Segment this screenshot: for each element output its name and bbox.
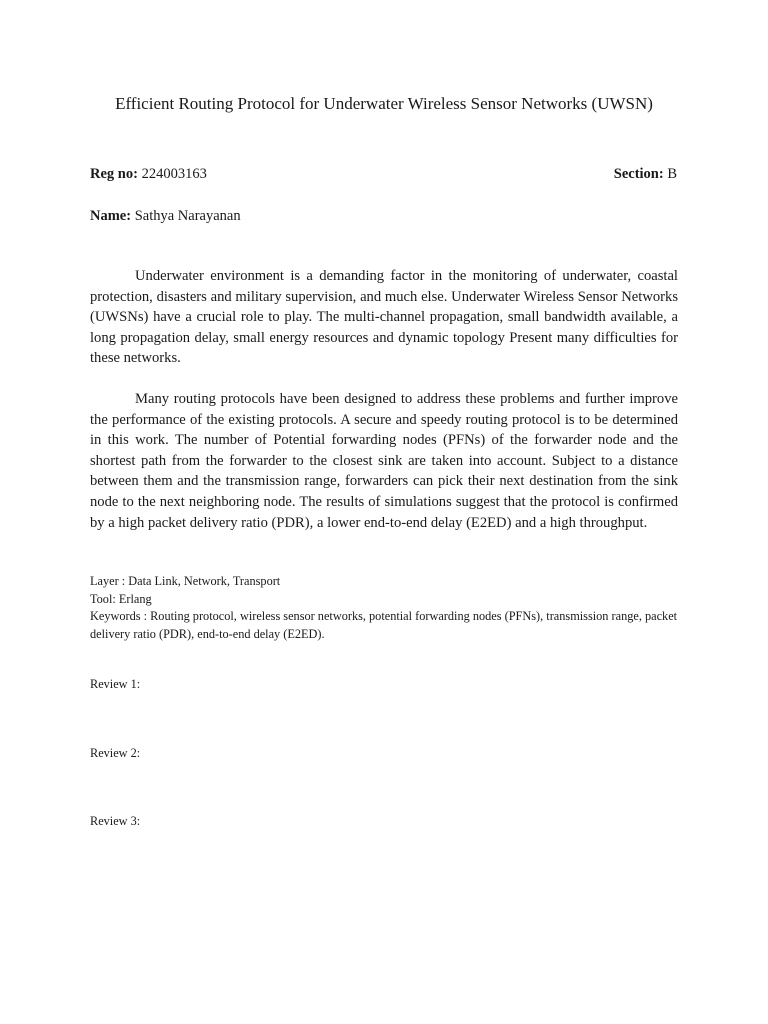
info-block [90, 573, 680, 643]
tool-line: Tool: Erlang [90, 591, 152, 606]
name-row [90, 207, 677, 225]
registration-row [90, 165, 677, 183]
abstract-paragraph-1: Underwater environment is a demanding factor in the monitoring of underwater, coastal protection, disasters and military supervision, and much else. Underwater Wireless Sensor Networks (UWSNs) have a crucial role to play. The multi-channel propagation, small bandwidth available, a long propagation delay, small energy resources and dynamic topology Present many difficulties for these networks. [90, 268, 678, 367]
layer-line: Layer : Data Link, Network, Transport [90, 574, 281, 588]
review-3-label: Review 3: [90, 814, 141, 828]
review-2-label: Review 2: [90, 746, 141, 760]
reg-label: Reg no: [90, 166, 138, 182]
keywords-line: Keywords : Routing protocol, wireless sensor networks, potential forwarding nodes (PFNs), transmission range, packet delivery ratio (PDR), end-to-end delay (E2ED). [90, 609, 678, 641]
name-value: Sathya Narayanan [134, 208, 241, 224]
document-title: Efficient Routing Protocol for Underwater Wireless Sensor Networks (UWSN) [115, 94, 653, 113]
reg-number [90, 166, 207, 182]
reg-value: 224003163 [141, 166, 207, 182]
abstract-paragraph-2: Many routing protocols have been designed to address these problems and further improve the performance of the existing protocols. A secure and speedy routing protocol is to be determined in this work. The number of Potential forwarding nodes (PFNs) of the forwarder node and the shortest path from the forwarder to the closest sink are taken into account. Subject to a distance between them and the transmission range, forwarders can pick their next destination from the sink node to the next neighboring node. The results of simulations suggest that the protocol is confirmed by a high packet delivery ratio (PDR), a lower end-to-end delay (E2ED) and a high throughput. [90, 391, 678, 531]
review-1-label: Review 1: [90, 677, 141, 691]
section-value: B [667, 166, 677, 182]
section-label: Section: [613, 166, 664, 182]
section-info [614, 165, 677, 183]
name-label: Name: [90, 208, 132, 224]
